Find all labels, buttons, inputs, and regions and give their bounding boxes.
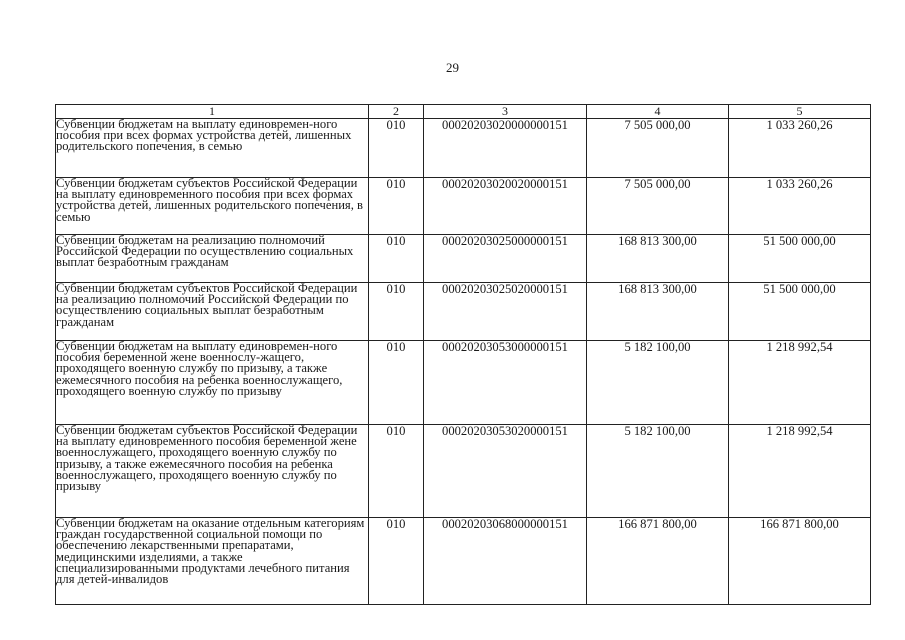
row-planned: 7 505 000,00 [587,178,729,235]
row-executed: 1 218 992,54 [729,425,871,518]
row-name: Субвенции бюджетам на выплату единовремен-ного пособия при всех формах устройства детей, лишенных родительского попечения, в семью [56,119,369,178]
row-code: 010 [369,119,424,178]
table-row [56,518,871,605]
row-planned: 5 182 100,00 [587,341,729,425]
row-code: 010 [369,425,424,518]
row-planned: 168 813 300,00 [587,283,729,341]
table-row [56,341,871,425]
column-header-3: 3 [424,105,587,119]
table-row [56,178,871,235]
row-executed: 51 500 000,00 [729,235,871,283]
row-executed: 166 871 800,00 [729,518,871,605]
row-planned: 5 182 100,00 [587,425,729,518]
table-row [56,425,871,518]
row-code: 010 [369,235,424,283]
row-code: 010 [369,178,424,235]
row-code: 010 [369,518,424,605]
row-executed: 51 500 000,00 [729,283,871,341]
row-name: Субвенции бюджетам субъектов Российской Федерации на реализацию полномочий Российской Федерации по осуществлению социальных выплат безработным гражданам [56,283,369,341]
row-name: Субвенции бюджетам субъектов Российской Федерации на выплату единовременного пособия при всех формах устройства детей, лишенных родительского попечения, в семью [56,178,369,235]
row-executed: 1 033 260,26 [729,119,871,178]
table-row [56,119,871,178]
column-header-4: 4 [587,105,729,119]
row-planned: 166 871 800,00 [587,518,729,605]
row-kbk: 00020203068000000151 [424,518,587,605]
row-planned: 7 505 000,00 [587,119,729,178]
row-name: Субвенции бюджетам на оказание отдельным категориям граждан государственной социальной помощи по обеспечению лекарственными препаратами, медицинскими изделиями, а также специализированными продуктами лечебного питания для детей-инвалидов [56,518,369,605]
table-row [56,235,871,283]
row-name: Субвенции бюджетам субъектов Российской Федерации на выплату единовременного пособия беременной жене военнослужащего, проходящего военную службу по призыву, а также ежемесячного пособия на ребенка военнослужащего, проходящего военную службу по призыву [56,425,369,518]
row-kbk: 00020203020020000151 [424,178,587,235]
table-row [56,283,871,341]
row-name: Субвенции бюджетам на реализацию полномочий Российской Федерации по осуществлению социальных выплат безработным гражданам [56,235,369,283]
row-planned: 168 813 300,00 [587,235,729,283]
row-kbk: 00020203025000000151 [424,235,587,283]
row-executed: 1 218 992,54 [729,341,871,425]
row-executed: 1 033 260,26 [729,178,871,235]
page-number: 29 [446,60,459,75]
row-kbk: 00020203020000000151 [424,119,587,178]
column-header-5: 5 [729,105,871,119]
column-header-2: 2 [369,105,424,119]
row-code: 010 [369,283,424,341]
row-kbk: 00020203053000000151 [424,341,587,425]
row-kbk: 00020203025020000151 [424,283,587,341]
column-header-1: 1 [56,105,369,119]
row-name: Субвенции бюджетам на выплату единовремен-ного пособия беременной жене военнослу-жащего, проходящего военную службу по призыву, а также ежемесячного пособия на ребенка военнослужащего, проходящего военную службу по призыву [56,341,369,425]
budget-table [55,104,871,605]
row-code: 010 [369,341,424,425]
row-kbk: 00020203053020000151 [424,425,587,518]
